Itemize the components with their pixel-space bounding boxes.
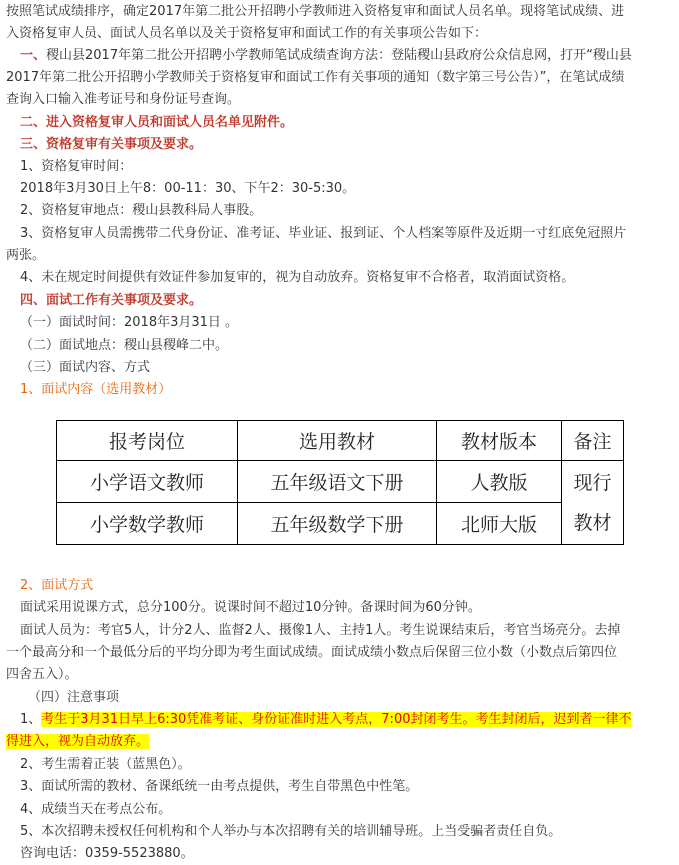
review-time-label: 1、资格复审时间： xyxy=(20,159,133,174)
section3-title: 三、资格复审有关事项及要求。 xyxy=(20,137,203,152)
table-cell: 小学语文教师 xyxy=(57,461,238,503)
table-cell: 五年级语文下册 xyxy=(238,461,437,503)
notes-title: （四）注意事项 xyxy=(28,690,120,705)
interview-time: （一）面试时间：2018年3月31日 。 xyxy=(20,315,239,330)
interview-place: （二）面试地点：稷山县稷峰二中。 xyxy=(20,338,229,353)
note-1-prefix: 1、 xyxy=(20,712,42,727)
section1-marker: 一、 xyxy=(20,48,47,63)
textbook-table xyxy=(56,420,624,545)
method-line-2: 面试人员为：考官5人，计分2人、监督2人、摄像1人、主持1人。考生说课结束后，考官当场亮分。去掉 xyxy=(20,623,621,638)
table-header-cell: 报考岗位 xyxy=(57,421,238,461)
table-note-line-1: 现行 xyxy=(573,471,612,494)
table-note-line-2: 教材 xyxy=(573,511,612,534)
section1-line-2: 2017年第二批公开招聘小学教师关于资格复审和面试工作有关事项的通知（数字第三号公告）”，在笔试成绩 xyxy=(6,70,625,85)
method-line-4: 四舍五入）。 xyxy=(6,667,78,682)
table-row xyxy=(57,503,624,545)
table-cell: 五年级数学下册 xyxy=(238,503,437,545)
note-1-highlight: 考生于3月31日早上6:30凭准考证、身份证准时进入考点，7:00封闭考生。考生封闭后，迟到者一律不 xyxy=(41,712,632,727)
table-header-row xyxy=(57,421,624,461)
review-materials-line-2: 两张。 xyxy=(6,248,46,263)
method-line-3: 一个最高分和一个最低分后的平均分即为考生面试成绩。面试成绩小数点后保留三位小数（小数点后第四位 xyxy=(6,645,618,660)
note-3: 3、面试所需的教材、备课纸统一由考点提供，考生自带黑色中性笔。 xyxy=(20,779,419,794)
section1-line-3: 查询入口输入准考证号和身份证号查询。 xyxy=(6,92,241,107)
table-cell: 人教版 xyxy=(437,461,562,503)
section4-title: 四、面试工作有关事项及要求。 xyxy=(20,293,203,308)
interview-method-heading: 2、面试方式 xyxy=(20,578,94,593)
section1-text: 稷山县2017年第二批公开招聘小学教师笔试成绩查询方法：登陆稷山县政府公众信息网，打开“稷山县 xyxy=(46,48,632,63)
note-5: 5、本次招聘未授权任何机构和个人举办与本次招聘有关的培训辅导班。上当受骗者责任自负。 xyxy=(20,824,562,839)
review-materials-line-1: 3、资格复审人员需携带二代身份证、准考证、毕业证、报到证、个人档案等原件及近期一寸红底免冠照片 xyxy=(20,226,627,241)
table-header-cell: 选用教材 xyxy=(238,421,437,461)
table-note-cell xyxy=(562,461,624,545)
intro-line-1: 按照笔试成绩排序，确定2017年第二批公开招聘小学教师进入资格复审和面试人员名单。现将笔试成绩、进 xyxy=(6,4,625,19)
table-header-cell: 教材版本 xyxy=(437,421,562,461)
note-4: 4、成绩当天在考点公布。 xyxy=(20,802,172,817)
note-2: 2、考生需着正装（蓝黑色）。 xyxy=(20,757,191,772)
note-1-highlight-cont: 得进入，视为自动放弃。 xyxy=(6,734,150,749)
table-header-cell: 备注 xyxy=(562,421,624,461)
table-row xyxy=(57,461,624,503)
review-place: 2、资格复审地点：稷山县教科局人事股。 xyxy=(20,203,263,218)
note-1-line-1 xyxy=(20,709,675,731)
method-line-1: 面试采用说课方式，总分100分。说课时间不超过10分钟。备课时间为60分钟。 xyxy=(20,600,481,615)
intro-line-2: 入资格复审人员、面试人员名单以及关于资格复审和面试工作的有关事项公告如下： xyxy=(6,26,488,41)
interview-content-method: （三）面试内容、方式 xyxy=(20,360,151,375)
section2-title: 二、进入资格复审人员和面试人员名单见附件。 xyxy=(20,115,294,130)
interview-content-heading: 1、面试内容（选用教材） xyxy=(20,382,172,397)
table-cell: 北师大版 xyxy=(437,503,562,545)
section1-line-1 xyxy=(20,45,675,67)
contact-phone: 咨询电话：0359-5523880。 xyxy=(20,846,194,861)
note-1-line-2 xyxy=(6,731,675,753)
review-time-value: 2018年3月30日上午8：00-11：30、下午2：30-5:30。 xyxy=(20,181,356,196)
table-cell: 小学数学教师 xyxy=(57,503,238,545)
review-forfeit: 4、未在规定时间提供有效证件参加复审的，视为自动放弃。资格复审不合格者，取消面试资格。 xyxy=(20,270,575,285)
